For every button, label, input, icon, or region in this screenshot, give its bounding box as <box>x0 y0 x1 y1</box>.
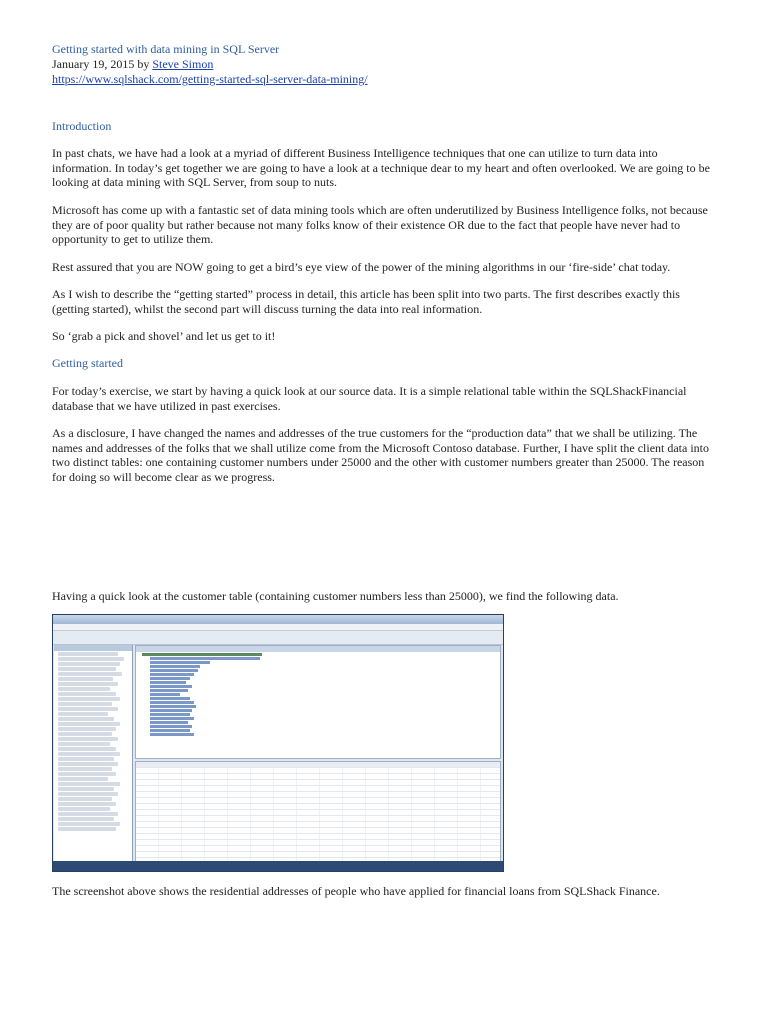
screenshot-titlebar <box>53 615 503 624</box>
paragraph-disclosure: As a disclosure, I have changed the names and addresses of the true customers for the “production data” that we shall be utilizing. The names and addresses of the folks that we shall utilize come from the Microsoft Contoso database. Further, I have split the client data into two distinct tables: one containing customer numbers under 25000 and the other with customer numbers greater than 25000. The reason for doing so will become clear as we progress. <box>52 426 710 484</box>
article <box>52 42 718 87</box>
screenshot-menubar <box>53 624 503 631</box>
article-url[interactable]: https://www.sqlshack.com/getting-started-sql-server-data-mining/ <box>52 72 368 86</box>
screenshot-query-editor <box>135 645 501 759</box>
paragraph-intro-1: In past chats, we have had a look at a myriad of different Business Intelligence techniques that one can utilize to turn data into information. In today’s get together we are going to have a look at a technique dear to my heart and often overlooked. We are going to be looking at data mining with SQL Server, from soup to nuts. <box>52 146 710 190</box>
paragraph-caption: The screenshot above shows the residential addresses of people who have applied for financial loans from SQLShack Finance. <box>52 884 660 898</box>
author-link[interactable]: Steve Simon <box>152 57 214 71</box>
screenshot-taskbar <box>53 861 503 871</box>
screenshot-toolbar <box>53 631 503 645</box>
getting-started-heading: Getting started <box>52 356 123 370</box>
paragraph-intro-5: So ‘grab a pick and shovel’ and let us get to it! <box>52 329 276 343</box>
intro-heading: Introduction <box>52 119 112 133</box>
article-date: January 19, 2015 by <box>52 57 153 71</box>
screenshot-results-grid <box>135 761 501 861</box>
paragraph-intro-2: Microsoft has come up with a fantastic set of data mining tools which are often underutilized by Business Intelligence folks, not because they are of poor quality but rather because not many folks know of their existence OR due to the fact that people have never had to opportunity to get to utilize them. <box>52 203 708 247</box>
article-title: Getting started with data mining in SQL Server <box>52 42 280 56</box>
article-byline <box>52 57 718 72</box>
paragraph-intro-3: Rest assured that you are NOW going to get a bird’s eye view of the power of the mining algorithms in our ‘fire-side’ chat today. <box>52 260 671 274</box>
screenshot-body <box>53 645 503 861</box>
paragraph-intro-4: As I wish to describe the “getting started” process in detail, this article has been split into two parts. The first describes exactly this (getting started), whilst the second part will discuss turning the data into real information. <box>52 287 680 316</box>
paragraph-customer-table: Having a quick look at the customer table (containing customer numbers less than 25000), we find the following data. <box>52 589 619 603</box>
ssms-screenshot-image <box>52 614 504 872</box>
screenshot-object-explorer <box>54 645 133 861</box>
paragraph-source-data: For today’s exercise, we start by having a quick look at our source data. It is a simple relational table within the SQLShackFinancial database that we have utilized in past exercises. <box>52 384 687 413</box>
